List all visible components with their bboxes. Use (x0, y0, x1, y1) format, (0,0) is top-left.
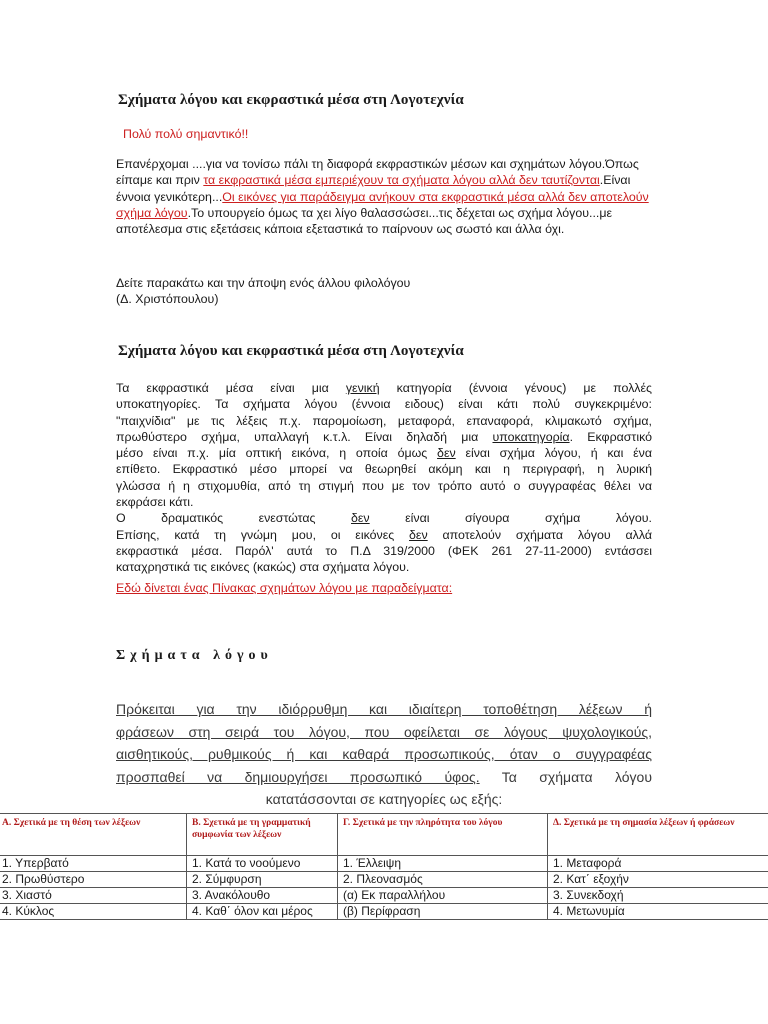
text-fragment: μέσο είναι π.χ. μία οπτική εικόνα, η οποία όμως (116, 446, 438, 461)
underlined-word: δεν (437, 446, 456, 461)
table-cell: 4. Καθ΄ όλον και μέρος (187, 904, 338, 920)
table-cell: 2. Κατ΄ εξοχήν (548, 872, 768, 888)
underlined-word: δεν (351, 511, 370, 526)
section-heading: Σχήματα λόγου και εκφραστικά μέσα στη Λογοτεχνία (118, 343, 464, 359)
text-fragment: . Εκφραστικό (569, 429, 653, 444)
table-cell: 4. Κύκλος (0, 904, 187, 920)
text-fragment: Τα εκφραστικά μέσα είναι μια (116, 381, 346, 395)
text-fragment: Ο δραματικός ενεστώτας (116, 511, 352, 526)
see-also-line: Δείτε παρακάτω και την άποψη ενός άλλου φιλολόγου (116, 276, 411, 290)
table-cell: 1. Υπερβατό (0, 856, 187, 872)
text-line: "παιχνίδια" με τις λέξεις π.χ. παρομοίωση, μεταφορά, επαναφορά, κλιμακωτό σχήμα, (116, 413, 652, 428)
table-intro-link[interactable]: Εδώ δίνεται ένας Πίνακας σχημάτων λόγου με παραδείγματα: (116, 581, 453, 595)
table-cell: 4. Μετωνυμία (548, 904, 768, 920)
text-fragment: είναι σίγουρα σχήμα λόγου. (369, 511, 652, 526)
intro-text-1: Επανέρχομαι ....για να τονίσω πάλι τη διαφορά εκφραστικών μέσων και σχημάτων λόγου.Όπως είπαμε και πριν (116, 157, 639, 188)
text-line: καταχρηστικά τις εικόνες (κακώς) στα σχήματα λόγου. (116, 560, 410, 575)
text-fragment: προσπαθεί να δημιουργήσει προσωπικό ύφος. (116, 768, 480, 785)
see-also-paragraph (116, 275, 652, 308)
text-fragment: Επίσης, κατά τη γνώμη μου, οι εικόνες (116, 527, 410, 542)
header-grammar: Β. Σχετικά με τη γραμματική συμφωνία των λέξεων (187, 814, 338, 856)
text-line: υποκατηγορίες. Τα σχήματα λόγου (έννοια ειδους) είναι κάτι πολύ συγκεκριμένο: (116, 397, 652, 412)
text-line (116, 380, 652, 396)
text-line: κατατάσσονται σε κατηγορίες ως εξής: (265, 791, 503, 807)
page-title: Σχήματα λόγου και εκφραστικά μέσα στη Λογοτεχνία (118, 92, 464, 108)
author-name: (Δ. Χριστόπουλου) (116, 292, 219, 307)
header-completeness: Γ. Σχετικά με την πληρότητα του λόγου (338, 814, 548, 856)
table-cell: 1. Έλλειψη (338, 856, 548, 872)
table-cell: (α) Εκ παραλλήλου (338, 888, 548, 904)
header-position: Α. Σχετικά με τη θέση των λέξεων (0, 814, 187, 856)
text-fragment: είναι σχήμα λόγου, ή και ένα (455, 446, 652, 461)
text-line (116, 766, 652, 789)
text-fragment: κατηγορία (έννοια γένους) με πολλές (379, 381, 652, 395)
text-line (116, 429, 652, 445)
intro-text-3: .Το υπουργείο όμως τα χει λίγο θαλασσώσει...τις δέχεται ως σχήμα λόγου...με αποτέλεσμα στις εξετάσεις κάποια εξεταστικά το παίρνουν ως σωστό και άλλα όχι. (116, 205, 613, 237)
table-row (0, 856, 768, 872)
intro-highlight-2: Οι εικόνες για παράδειγμα ανήκουν στα εκφραστικά μέσα αλλά δεν αποτελούν σχήμα λόγου (116, 189, 649, 220)
figures-table (0, 813, 768, 920)
text-line: φράσεων στη σειρά του λόγου, που οφείλεται σε λόγους ψυχολογικούς, (116, 723, 652, 740)
text-line (116, 445, 652, 461)
figures-description (116, 698, 652, 811)
table-row (0, 904, 768, 920)
table-cell: 2. Πλεονασμός (338, 872, 548, 888)
table-cell: 2. Σύμφυρση (187, 872, 338, 888)
table-cell: 3. Ανακόλουθο (187, 888, 338, 904)
underlined-word: δεν (409, 527, 428, 542)
text-line: γλώσσα ή η στιχομυθία, από τη στιγμή που με τον τρόπο αυτό ο συγγραφέας θέλει να (116, 478, 652, 493)
text-line: Πρόκειται για την ιδιόρρυθμη και ιδιαίτερη τοποθέτηση λέξεων ή (116, 701, 652, 717)
table-header-row (0, 814, 768, 856)
header-meaning: Δ. Σχετικά με τη σημασία λέξεων ή φράσεων (548, 814, 768, 856)
intro-text-2: .Είναι έννοια γενικότερη... (116, 173, 631, 204)
table-row (0, 888, 768, 904)
figures-heading: Σχήματα λόγου (116, 648, 273, 663)
underlined-word: υποκατηγορία (492, 429, 570, 444)
text-line (116, 510, 652, 526)
table-cell: 2. Πρωθύστερο (0, 872, 187, 888)
text-line (116, 527, 652, 543)
text-line: επίθετο. Εκφραστικό μέσο μπορεί να θεωρηθεί ακόμη και η περιγραφή, η λυρική (116, 462, 652, 477)
table-cell: 3. Χιαστό (0, 888, 187, 904)
categories-paragraph (116, 380, 652, 576)
text-fragment: αποτελούν σχήματα λόγου αλλά (427, 527, 652, 542)
text-line: εκφραστικά μέσα. Παρόλ' αυτά το Π.Δ 319/2000 (ΦΕΚ 261 27-11-2000) εντάσσει (116, 543, 652, 558)
table-row (0, 872, 768, 888)
table-cell: 1. Κατά το νοούμενο (187, 856, 338, 872)
underlined-word: γενική (345, 381, 380, 395)
text-fragment: Τα σχήματα λόγου (479, 768, 652, 785)
text-fragment: πρωθύστερο σχήμα, υπαλλαγή κ.τ.λ. Είναι δηλαδή μια (116, 429, 493, 444)
table-cell: 1. Μεταφορά (548, 856, 768, 872)
text-line: αισθητικούς, ρυθμικούς ή και καθαρά προσωπικούς, όταν ο συγγραφέας (116, 746, 652, 762)
text-line: εκφράσει κάτι. (116, 495, 194, 510)
table-cell: (β) Περίφραση (338, 904, 548, 920)
intro-highlight-1: τα εκφραστικά μέσα εμπεριέχουν τα σχήματα λόγου αλλά δεν ταυτίζονται (203, 173, 600, 188)
important-note: Πολύ πολύ σημαντικό!! (123, 127, 249, 141)
intro-paragraph (116, 156, 652, 237)
table-cell: 3. Συνεκδοχή (548, 888, 768, 904)
